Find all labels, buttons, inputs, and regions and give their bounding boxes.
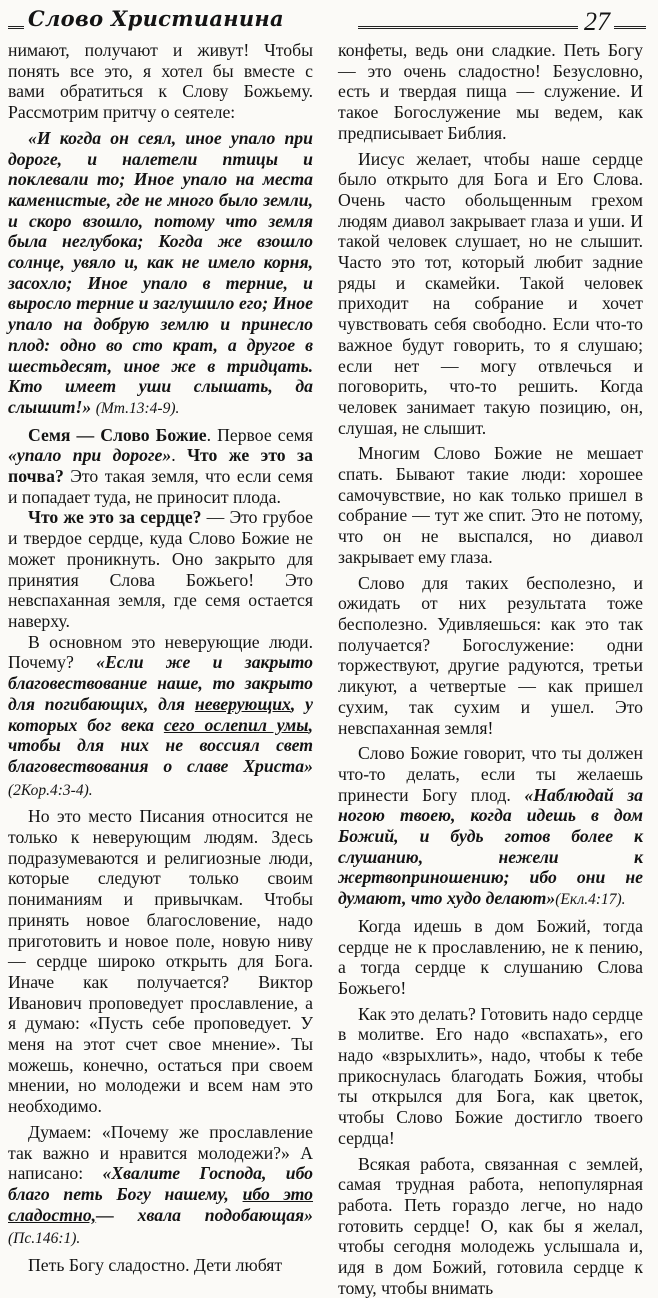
text-run: Слово Божие говорит, что ты должен что-то делать, если ты желаешь принести Богу плод. (338, 743, 643, 805)
right-column (338, 40, 643, 1298)
scripture-reference: (Пс.146:1). (8, 1230, 81, 1248)
scripture-quote: «И когда он сеял, иное упало при дороге, и налетели птицы и поклевали то; Иное упало на места каменистые, где не много было земли, и скоро взошло, потому что земля была неглубока; Когда же взошло солнце, увяло и, как не имело корня, засохло; Иное упало в терние, и выросло терние и заглушило его; Иное упало на добрую землю и принесло плод: одно во сто крат, а другое в шестьдесят, иное же в тридцать. Кто имеет уши слышать, да слышит!» (8, 127, 313, 417)
paragraph: Многим Слово Божие не мешает спать. Бывают такие люди: хорошее самочувствие, но как только пришел в собрание — тут же спит. Это не потому, что он не выспался, но диавол закрывает ему глаза. (338, 443, 643, 567)
running-header (8, 4, 646, 34)
underlined-quote: ибо это сладостно, (8, 1183, 314, 1225)
bold-phrase: Семя — Слово Божие (28, 424, 207, 445)
header-rule-end (614, 26, 646, 29)
header-rule-left (8, 26, 24, 29)
scripture-quote: «Если же и закрыто благовествование наше, то закрыто для погибающих, для (8, 652, 313, 714)
paragraph: Всякая работа, связанная с землей, самая трудная работа, непопулярная работа. Петь гораздо легче, но надо готовить сердце! О, как бы я желал, чтобы сегодня молодежь услышала и, идя в дом Божий, готовила сердце к тому, чтобы внимать (338, 1153, 643, 1298)
paragraph: нимают, получают и живут! Чтобы понять все это, я хотел бы вместе с вами обратиться к Слову Божьему. Рассмотрим притчу о сеятеле: (8, 40, 313, 123)
paragraph: Петь Богу сладостно. Дети любят (28, 1255, 283, 1276)
scripture-reference: (2Кор.4:3-4). (8, 781, 93, 799)
text-run: — Это грубое и твердое сердце, куда Слово Божие не может проникнуть. Оно закрыто для принятия Слова Божьего! Это невспаханная земля, где семя остается наверху. (8, 507, 314, 631)
underlined-quote: сего ослепил умы (163, 714, 309, 735)
header-rule-right (358, 26, 578, 29)
paragraph: Но это место Писания относится не только к неверующим людям. Здесь подразумеваются и религиозные люди, которые следуют только своим пониманиям и привычкам. Чтобы принять новое благословение, надо приготовить и новое поле, новую ниву — сердце широко открыть для Бога. Иначе как получается? Виктор Иванович проповедует прославление, а я думаю: «Пусть себе проповедует. У меня на этот счет свое мнение». Ты можешь, конечно, остаться при своем мнении, но молодежи и всем нам это необходимо. (8, 806, 313, 1117)
text-run: В основном это неверующие люди. Почему? (8, 631, 313, 673)
paragraph (338, 743, 643, 911)
page-number: 27 (584, 7, 610, 36)
paragraph (8, 632, 313, 802)
scripture-quote: , у которых бог века (8, 693, 313, 735)
scripture-quote: , чтобы для них не воссиял свет благовествования о славе Христа» (8, 714, 313, 776)
paragraph (8, 1122, 313, 1250)
paragraph (8, 425, 313, 508)
scripture-quote: — хвала подобающая» (96, 1204, 313, 1225)
text-run: . (171, 445, 188, 466)
underlined-quote: неверующих (194, 693, 291, 714)
paragraph: Иисус желает, чтобы наше сердце было открыто для Бога и Его Слова. Очень часто обольщенным грехом людям диавол закрывает глаза и уши. И такой человек слушает, но не слышит. Часто это тот, который любит задние ряды и скамейки. Такой человек приходит на собрание и хочет чувствовать себя свободно. Если что-то важное будут говорить, то я слушаю; если нет — могу отвлечься и поговорить, что-то решить. Когда человек занимает такую позицию, он, слушая, не слышит. (338, 148, 643, 438)
text-run: Это такая земля, что если семя и попадает туда, не приносит плода. (8, 466, 313, 507)
scripture-reference: (Мт.13:4-9). (95, 399, 180, 417)
scripture-quote: «Наблюдай за ногою твоею, когда идешь в дом Божий, и будь готов более к слушанию, нежели к жертвоприношению; ибо они не думают, что худо делают» (338, 784, 643, 909)
scripture-quote: «упало при дороге» (8, 445, 172, 466)
scripture-quote: «Хвалите Господа, ибо благо петь Богу нашему, (8, 1163, 314, 1204)
paragraph (8, 507, 313, 631)
paragraph: Как это делать? Готовить надо сердце в молитве. Его надо «вспахать», его надо «взрыхлить», надо, чтобы к тебе прикоснулась благодать Божия, чтобы ты открылся для Бога, как цветок, чтобы Слово Божие достигло твоего сердца! (338, 1003, 643, 1148)
text-run: . Первое семя (206, 424, 313, 445)
left-column (8, 40, 313, 1276)
text-run: Думаем: «Почему же прославление так важно и нравится молодежи?» А написано: (8, 1121, 313, 1184)
header-title: Слово Христианина (28, 6, 284, 31)
paragraph: конфеты, ведь они сладкие. Петь Богу — это очень сладостно! Безусловно, есть и твердая пища — служение. И такое Богослужение мы ведем, как предписывает Библия. (338, 40, 643, 143)
scripture-quote-paragraph (8, 128, 313, 420)
paragraph: Слово для таких бесполезно, и ожидать от них результата тоже бесполезно. Удивляешься: как это так получается? Богослужение: одни торжествуют, другие радуются, третьи ликуют, а четвертые — как пришел сухим, так сухим и ушел. Это невспаханная земля! (338, 572, 643, 738)
bold-phrase: Что же это за почва? (8, 445, 313, 487)
bold-phrase: Что же это за сердце? (28, 507, 202, 528)
scripture-reference: (Екл.4:17). (555, 891, 626, 909)
paragraph: Когда идешь в дом Божий, тогда сердце не к прославлению, не к пению, а тогда сердце к слушанию Слова Божьего! (338, 915, 643, 998)
